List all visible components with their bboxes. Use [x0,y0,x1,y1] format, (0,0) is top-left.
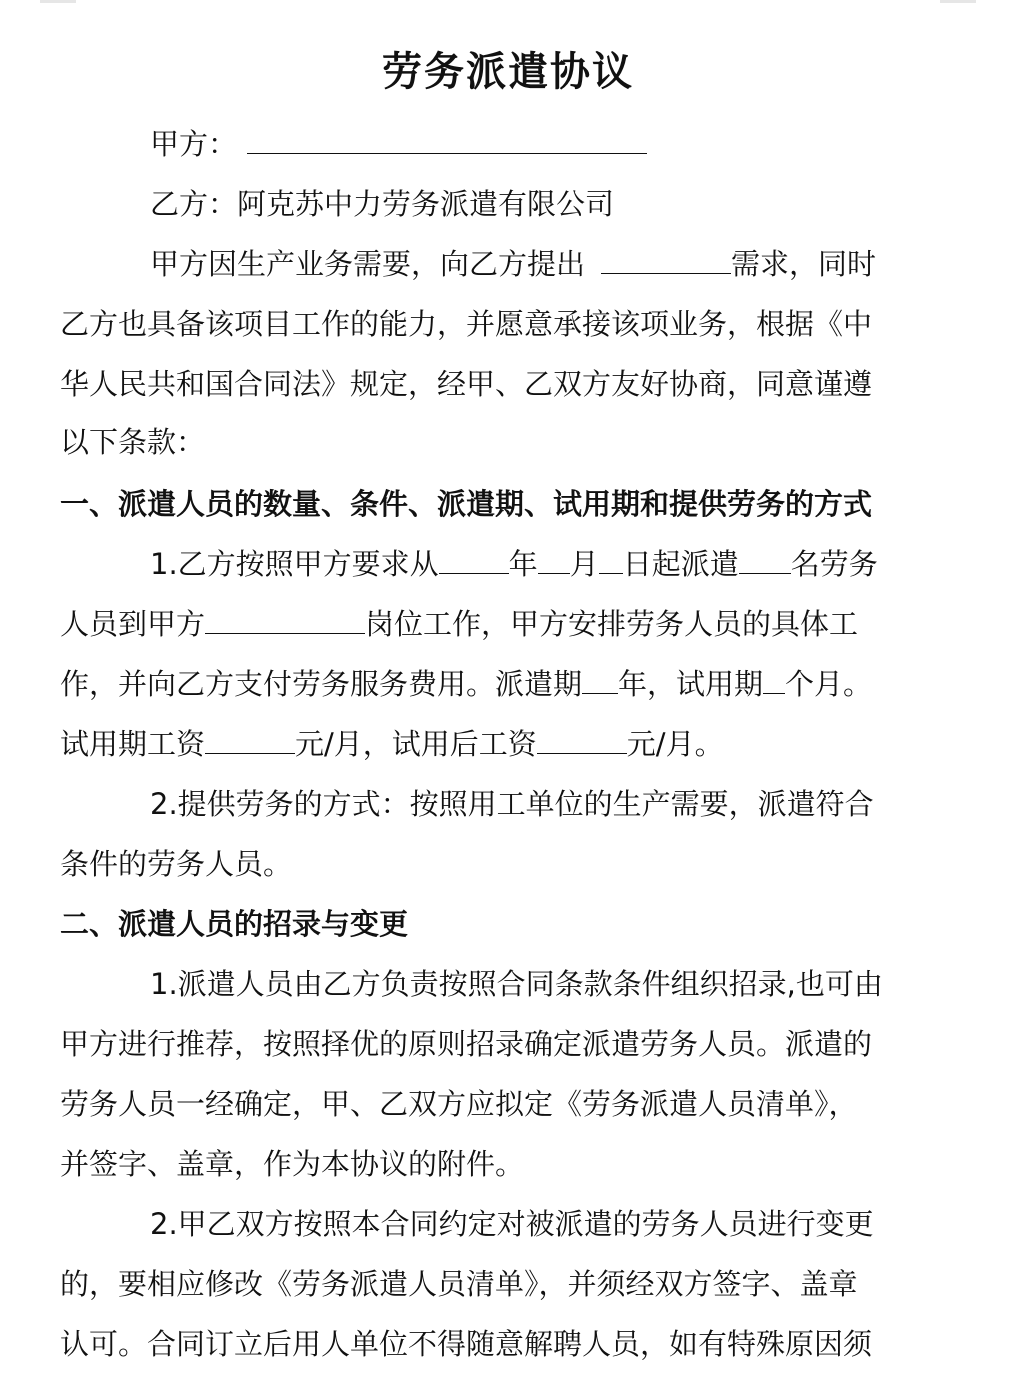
probation-wage-blank [205,725,295,754]
s2-p1-line-2: 甲方进行推荐，按照择优的原则招录确定派遣劳务人员。派遣的 [60,1027,873,1061]
intro-line-2: 乙方也具备该项目工作的能力，并愿意承接该项业务，根据《中 [60,307,873,341]
s1-p1-text-j: 个月。 [785,667,873,701]
s1-p1-text-d: 日起派遣 [622,547,739,581]
party-a-label: 甲方： [150,127,238,161]
s1-p1-text-k: 试用期工资 [60,727,206,761]
dispatch-period-blank [582,665,618,694]
intro-line-1 [150,244,876,284]
s2-p1-line-3: 劳务人员一经确定，甲、乙双方应拟定《劳务派遣人员清单》， [60,1087,858,1121]
intro-line-3: 华人民共和国合同法》规定，经甲、乙双方友好协商，同意谨遵 [60,367,873,401]
s1-p2-line-1: 2.提供劳务的方式：按照用工单位的生产需要，派遣符合 [150,787,874,821]
day-blank [599,545,623,574]
s1-p1-text-f: 人员到甲方 [60,607,206,641]
demand-blank [601,245,731,274]
page-corner-mark-left [40,0,76,3]
s1-p1-text-a: 1.乙方按照甲方要求从 [150,547,439,581]
position-blank [205,605,365,634]
s1-p1-text-i: 年，试用期 [618,667,764,701]
month-blank [538,545,570,574]
s1-p2-line-2: 条件的劳务人员。 [60,847,293,881]
s1-p1-text-m: 元/月。 [626,727,724,761]
party-a-line [150,124,647,164]
page-corner-mark-right [940,0,976,3]
regular-wage-blank [537,725,627,754]
intro-line-4: 以下条款： [60,425,206,459]
s2-p2-line-1: 2.甲乙双方按照本合同约定对被派遣的劳务人员进行变更 [150,1207,874,1241]
year-blank [439,545,509,574]
s1-p1-line-2 [60,604,858,644]
s1-p1-text-b: 年 [508,547,538,581]
probation-blank [763,665,785,694]
party-b-line: 乙方：阿克苏中力劳务派遣有限公司 [150,187,615,221]
section-2-heading: 二、派遣人员的招录与变更 [60,907,409,941]
s1-p1-line-4 [60,724,724,764]
s1-p1-text-g: 岗位工作，甲方安排劳务人员的具体工 [365,607,859,641]
s1-p1-text-e: 名劳务 [790,547,878,581]
s1-p1-line-3 [60,664,872,704]
s1-p1-text-c: 月 [569,547,599,581]
document-title: 劳务派遣协议 [382,49,634,95]
intro-text-a: 甲方因生产业务需要，向乙方提出 [150,247,586,281]
section-1-heading: 一、派遣人员的数量、条件、派遣期、试用期和提供劳务的方式 [60,487,873,521]
s2-p2-line-2: 的，要相应修改《劳务派遣人员清单》，并须经双方签字、盖章 [60,1267,858,1301]
s1-p1-line-1 [150,544,878,584]
intro-text-b: 需求，同时 [731,247,877,281]
s2-p2-line-3: 认可。合同订立后用人单位不得随意解聘人员，如有特殊原因须 [60,1327,873,1361]
headcount-blank [739,545,791,574]
s1-p1-text-l: 元/月，试用后工资 [295,727,537,761]
party-a-blank [247,125,647,154]
s2-p1-line-1: 1.派遣人员由乙方负责按照合同条款条件组织招录,也可由 [150,967,883,1001]
s1-p1-text-h: 作，并向乙方支付劳务服务费用。派遣期 [60,667,583,701]
s2-p1-line-4: 并签字、盖章，作为本协议的附件。 [60,1147,525,1181]
